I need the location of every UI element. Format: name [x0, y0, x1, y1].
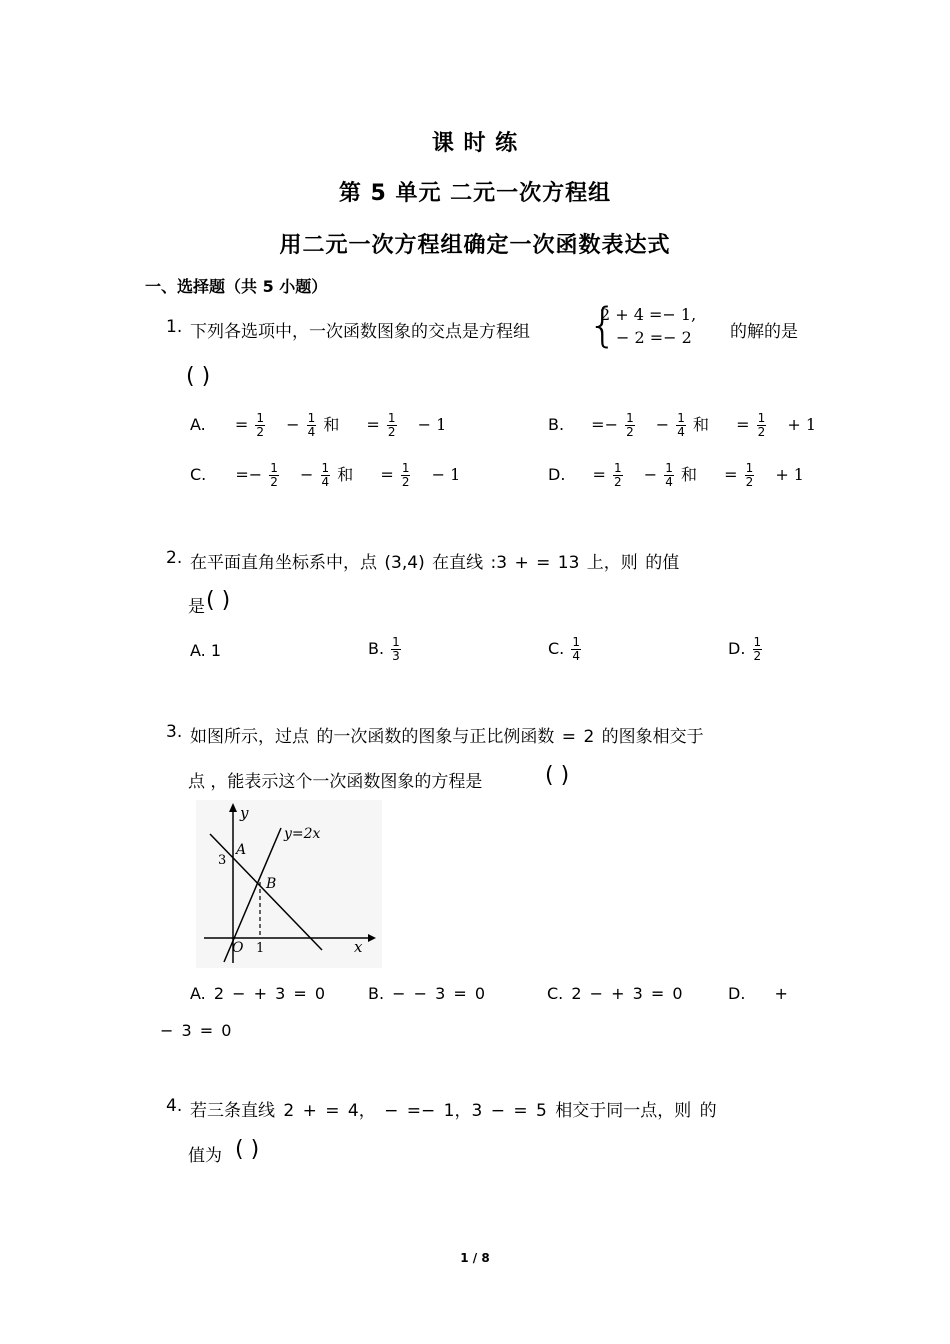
page-number: 1 / 8: [460, 1251, 490, 1265]
section-heading: 一、选择题（共 5 小题）: [145, 277, 328, 296]
page-title: 课 时 练: [431, 131, 519, 156]
num: 1: [321, 461, 330, 475]
q1-b-part1: =−: [591, 415, 618, 434]
label-b: B: [266, 876, 277, 892]
q1-d-part4: + 1: [775, 465, 804, 484]
q1-a-and: 和: [323, 415, 340, 434]
q1-c-frac2: [321, 462, 331, 489]
den: 2: [614, 475, 622, 489]
q3-option-d: D. +: [728, 984, 788, 1003]
den: 4: [307, 425, 316, 439]
q1-text: 下列各选项中，一次函数图象的交点是方程组: [190, 322, 530, 342]
den: 2: [387, 425, 396, 439]
den: 3: [392, 649, 400, 663]
q3-graph: [196, 800, 382, 968]
q2-option-b: [368, 636, 403, 663]
q2-answer-paren: ( ): [206, 588, 231, 613]
q1-c-frac3: [401, 462, 411, 489]
q3-option-d-cont: − 3 = 0: [160, 1021, 232, 1040]
q1-brace: {: [588, 298, 618, 352]
q2-option-b-label: B.: [368, 639, 385, 658]
num: 1: [757, 411, 766, 425]
q1-d-frac3: [745, 462, 755, 489]
q3-text: 如图所示，过点 的一次函数的图象与正比例函数 = 2 的图象相交于: [190, 727, 704, 747]
q1-a-part3: =: [366, 415, 380, 434]
q1-a-part4: − 1: [417, 415, 447, 434]
q4-text2: 值为: [188, 1146, 222, 1166]
q1-b-frac1: [625, 412, 635, 439]
q2-d-frac: [753, 636, 763, 663]
q1-b-frac2: [676, 412, 686, 439]
q1-d-part3: =: [724, 465, 738, 484]
q2-option-d-label: D.: [728, 639, 746, 658]
q2-option-c: [548, 636, 583, 663]
den: 2: [270, 475, 278, 489]
q4-answer-paren: ( ): [235, 1137, 260, 1162]
num: 1: [256, 411, 264, 425]
q3-option-c: C. 2 − + 3 = 0: [547, 984, 683, 1003]
q2-option-d: [728, 636, 764, 663]
q1-d-part1: =: [592, 465, 606, 484]
den: 4: [665, 475, 673, 489]
num: 1: [307, 411, 316, 425]
label-o: O: [232, 940, 244, 956]
q1-d-frac2: [664, 462, 674, 489]
q1-option-c-label: C.: [190, 465, 207, 484]
den: 2: [745, 475, 754, 489]
q1-option-c: [190, 462, 460, 489]
den: 4: [677, 425, 685, 439]
q3-option-a: A. 2 − + 3 = 0: [190, 984, 326, 1003]
label-y-2x: y=2x: [284, 826, 321, 842]
q1-eq1: 2 + 4 =− 1,: [600, 305, 697, 324]
q1-b-part2: −: [655, 415, 670, 434]
num: 1: [614, 461, 622, 475]
den: 2: [401, 475, 410, 489]
label-3: 3: [218, 853, 227, 868]
q1-d-frac1: [613, 462, 623, 489]
den: 4: [321, 475, 330, 489]
den: 2: [753, 649, 762, 663]
num: 1: [270, 461, 278, 475]
q1-a-frac3: [387, 412, 397, 439]
den: 4: [572, 649, 580, 663]
den: 2: [626, 425, 634, 439]
label-x: x: [354, 938, 363, 956]
num: 1: [745, 461, 754, 475]
q1-answer-paren: ( ): [186, 364, 211, 389]
q1-a-part2: −: [286, 415, 300, 434]
q1-option-a-label: A.: [190, 415, 206, 434]
q4-text: 若三条直线 2 + = 4， − =− 1，3 − = 5 相交于同一点，则 的: [190, 1101, 717, 1121]
q2-number: 2.: [166, 548, 183, 568]
den: 2: [757, 425, 766, 439]
q1-eq2: − 2 =− 2: [616, 328, 692, 347]
q2-text2: 是: [188, 597, 205, 617]
q1-c-part1: =−: [235, 465, 263, 484]
q1-c-part4: − 1: [431, 465, 461, 484]
q4-number: 4.: [166, 1096, 183, 1116]
q3-number: 3.: [166, 722, 183, 742]
q1-b-part3: =: [736, 415, 750, 434]
q1-a-part1: =: [234, 415, 249, 434]
q1-a-frac2: [307, 412, 317, 439]
q2-text: 在平面直角坐标系中，点 (3,4) 在直线 :3 + = 13 上，则 的值: [190, 553, 680, 573]
num: 1: [392, 635, 400, 649]
q1-option-a: [190, 412, 446, 439]
q1-tail: 的解的是: [730, 322, 798, 342]
q1-b-frac3: [757, 412, 767, 439]
q1-number: 1.: [166, 317, 183, 337]
num: 1: [677, 411, 685, 425]
q1-option-b-label: B.: [548, 415, 565, 434]
q1-b-and: 和: [693, 415, 710, 434]
q2-b-frac: [391, 636, 401, 663]
q1-c-and: 和: [337, 465, 354, 484]
q1-option-d-label: D.: [548, 465, 566, 484]
num: 1: [665, 461, 673, 475]
num: 1: [401, 461, 410, 475]
label-1: 1: [256, 941, 265, 956]
q2-c-frac: [571, 636, 581, 663]
q3-option-b: B. − − 3 = 0: [368, 984, 486, 1003]
num: 1: [626, 411, 634, 425]
label-y: y: [240, 804, 249, 822]
den: 2: [256, 425, 264, 439]
label-a: A: [236, 842, 247, 858]
q1-c-frac1: [269, 462, 279, 489]
q2-option-c-label: C.: [548, 639, 565, 658]
q1-c-part2: −: [300, 465, 314, 484]
q2-option-a: A. 1: [190, 641, 222, 660]
unit-title: 第 5 单元 二元一次方程组: [338, 181, 612, 206]
num: 1: [572, 635, 580, 649]
num: 1: [387, 411, 396, 425]
q1-a-frac1: [255, 412, 265, 439]
q1-b-part4: + 1: [787, 415, 817, 434]
q1-option-d: [548, 462, 804, 489]
q3-answer-paren: ( ): [545, 763, 570, 788]
q1-c-part3: =: [380, 465, 394, 484]
q1-d-and: 和: [680, 465, 697, 484]
q3-text2: 点 ，能表示这个一次函数图象的方程是: [188, 772, 483, 792]
q1-option-b: [548, 412, 816, 439]
lesson-title: 用二元一次方程组确定一次函数表达式: [279, 233, 671, 258]
q1-d-part2: −: [643, 465, 658, 484]
num: 1: [753, 635, 762, 649]
